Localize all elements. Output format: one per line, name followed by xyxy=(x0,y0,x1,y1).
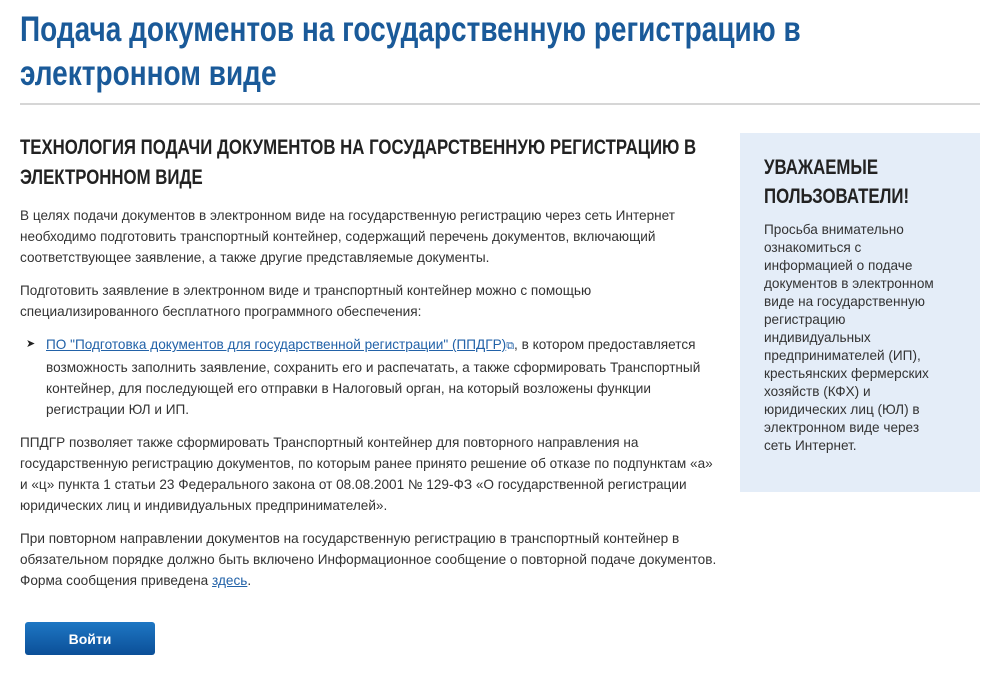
external-link-icon[interactable]: ⧉ xyxy=(506,340,515,352)
chevron-right-icon: ➤ xyxy=(26,338,36,350)
notice-sidebar xyxy=(740,133,980,492)
software-list xyxy=(20,334,720,420)
ppdgr-link[interactable]: ПО "Подготовка документов для государственной регистрации" (ППДГР) xyxy=(46,337,507,352)
divider xyxy=(20,103,980,105)
paragraph-software: Подготовить заявление в электронном виде и транспортный контейнер можно с помощью специализированного бесплатного программного обеспечения: xyxy=(20,283,592,319)
paragraph-intro: В целях подачи документов в электронном виде на государственную регистрацию через сеть Интернет необходимо подготовить транспортный контейнер, содержащий перечень документов, включающий соответствующее заявление, а также другие представляемые документы. xyxy=(20,208,675,265)
main-content xyxy=(20,133,720,603)
sidebar-title: УВАЖАЕМЫЕ ПОЛЬЗОВАТЕЛИ! xyxy=(764,156,910,208)
page-title: Подача документов на государственную регистрацию в электронном виде xyxy=(20,10,801,93)
login-button[interactable]: Войти xyxy=(25,622,155,655)
paragraph-form: При повторном направлении документов на государственную регистрацию в транспортный контейнер в обязательном порядке должно быть включено Информационное сообщение о повторной подаче документов. Форма сообщения приведена здесь. xyxy=(20,531,717,588)
section-title: ТЕХНОЛОГИЯ ПОДАЧИ ДОКУМЕНТОВ НА ГОСУДАРСТВЕННУЮ РЕГИСТРАЦИЮ В ЭЛЕКТРОННОМ ВИДЕ xyxy=(20,136,697,189)
list-item: ➤ ПО "Подготовка документов для государственной регистрации" (ППДГР)⧉, в котором предоставляется возможность заполнить заявление, сохранить его и распечатать, а также сформировать Транспортный контейнер, для последующей его отправки в Налоговый орган, на который возложены функции регистрации ЮЛ и ИП. xyxy=(46,334,720,420)
form-here-link[interactable]: здесь xyxy=(212,573,248,588)
paragraph-resubmit: ППДГР позволяет также сформировать Транспортный контейнер для повторного направления на государственную регистрацию документов, по которым ранее принято решение об отказе по подпунктам «а» и «ц» пункта 1 статьи 23 Федерального закона от 08.08.2001 № 129-ФЗ «О государственной регистрации юридических лиц и индивидуальных предпринимателей». xyxy=(20,435,713,513)
sidebar-text: Просьба внимательно ознакомиться с информацией о подаче документов в электронном виде на государственную регистрацию индивидуальных предпринимателей (ИП), крестьянских фермерских хозяйств (КФХ) и юридических лиц (ЮЛ) в электронном виде через сеть Интернет. xyxy=(764,222,934,453)
